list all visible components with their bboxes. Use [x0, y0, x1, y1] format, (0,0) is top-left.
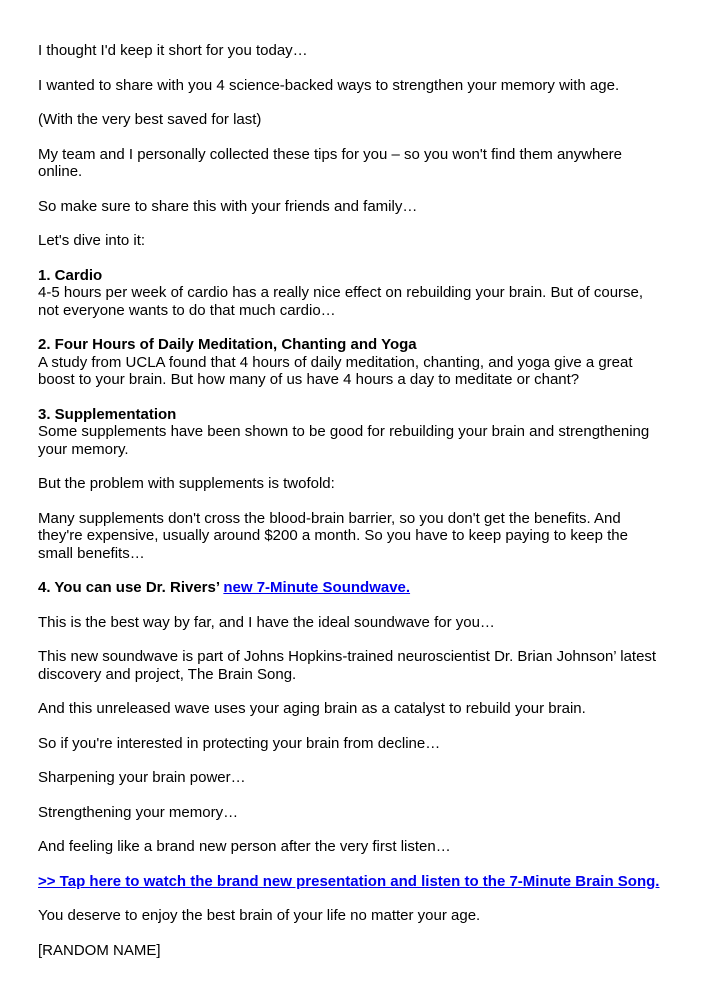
paragraph-pitch-4: So if you're interested in protecting your brain from decline…	[38, 734, 441, 752]
section-soundwave-heading-prefix: 4. You can use Dr. Rivers’	[38, 579, 224, 596]
paragraph-intro-6: Let's dive into it:	[38, 232, 146, 249]
cta-paragraph	[38, 873, 663, 891]
paragraph-pitch-1: This is the best way by far, and I have the ideal soundwave for you…	[38, 613, 495, 631]
paragraph-pitch-6: Strengthening your memory…	[38, 803, 239, 821]
soundwave-inline-link[interactable]: new 7-Minute Soundwave.	[223, 579, 411, 596]
paragraph-intro-3: (With the very best saved for last)	[38, 111, 262, 128]
section-supplementation-body: Some supplements have been shown to be good for rebuilding your brain and strengthening your memory.	[38, 423, 650, 458]
paragraph-intro-2: I wanted to share with you 4 science-backed ways to strengthen your memory with age.	[38, 76, 620, 94]
paragraph-closing: You deserve to enjoy the best brain of your life no matter your age.	[38, 907, 481, 924]
paragraph-intro-5: So make sure to share this with your friends and family…	[38, 197, 418, 215]
section-cardio	[38, 267, 663, 320]
section-cardio-heading: 1. Cardio	[38, 266, 103, 284]
section-supplementation	[38, 406, 663, 459]
section-cardio-body: 4-5 hours per week of cardio has a really nice effect on rebuilding your brain. But of course, not everyone wants to do that much cardio…	[38, 284, 644, 319]
paragraph-pitch-7: And feeling like a brand new person after the very first listen…	[38, 838, 451, 855]
paragraph-supplement-problem: But the problem with supplements is twofold:	[38, 475, 335, 492]
paragraph-pitch-2: This new soundwave is part of Johns Hopkins-trained neuroscientist Dr. Brian Johnson’ latest discovery and project, The Brain Song.	[38, 648, 657, 683]
signature-placeholder: [RANDOM NAME]	[38, 941, 161, 959]
paragraph-pitch-3: And this unreleased wave uses your aging brain as a catalyst to rebuild your brain.	[38, 700, 586, 717]
section-meditation-heading: 2. Four Hours of Daily Meditation, Chanting and Yoga	[38, 336, 417, 353]
section-supplementation-heading: 3. Supplementation	[38, 405, 177, 423]
paragraph-intro-4: My team and I personally collected these tips for you – so you won't find them anywhere online.	[38, 145, 623, 180]
cta-link[interactable]: >> Tap here to watch the brand new presentation and listen to the 7-Minute Brain Song.	[38, 872, 660, 890]
paragraph-intro-1: I thought I'd keep it short for you today…	[38, 42, 308, 59]
section-meditation	[38, 336, 663, 389]
section-soundwave-heading	[38, 579, 663, 597]
section-meditation-body: A study from UCLA found that 4 hours of daily meditation, chanting, and yoga give a great boost to your brain. But how many of us have 4 hours a day to meditate or chant?	[38, 353, 633, 388]
paragraph-pitch-5: Sharpening your brain power…	[38, 769, 246, 786]
paragraph-supplement-detail: Many supplements don't cross the blood-brain barrier, so you don't get the benefits. And they're expensive, usually around $200 a month. So you have to keep paying to keep the small benefits…	[38, 509, 628, 562]
